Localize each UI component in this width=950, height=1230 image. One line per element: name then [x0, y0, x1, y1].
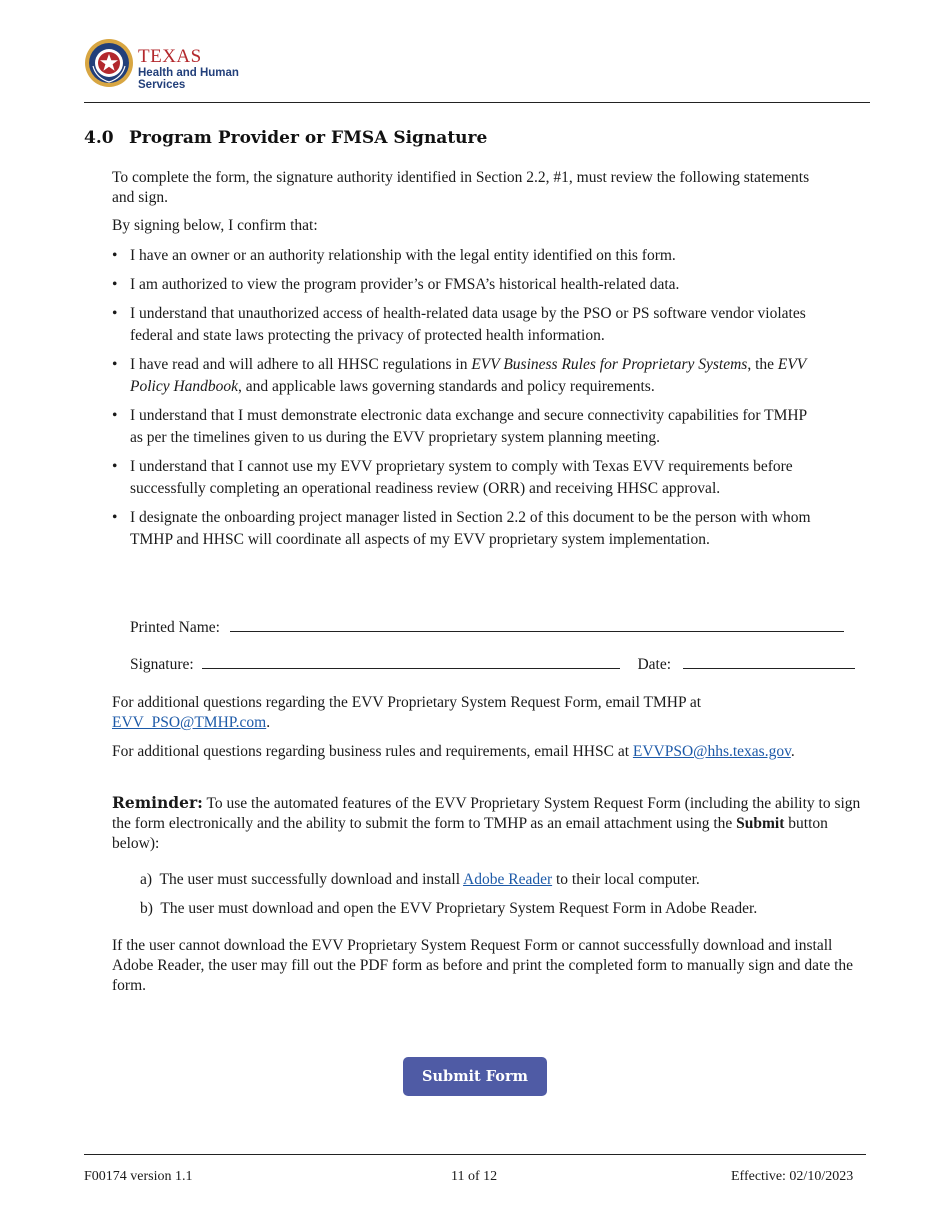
handbook-title: EVV Business Rules for Proprietary Systems — [471, 356, 748, 373]
list-item: • I designate the onboarding project manager listed in Section 2.2 of this document to be the person with whom TMHP and HHSC will coordinate all aspects of my EVV proprietary system implementation. — [112, 509, 811, 548]
adobe-reader-link[interactable]: Adobe Reader — [463, 871, 553, 888]
printed-name-label: Printed Name: — [130, 619, 220, 636]
texas-hhs-logo — [84, 38, 274, 90]
list-item: b) The user must download and open the EVV Proprietary System Request Form in Adobe Reader. — [140, 900, 758, 917]
signature-label: Signature: — [130, 656, 194, 673]
logo-subtitle: Health and Human Services — [138, 67, 239, 91]
printed-name-row — [130, 617, 844, 638]
list-item: a) The user must successfully download and install Adobe Reader to their local computer. — [140, 871, 700, 888]
footer-page-number: 11 of 12 — [451, 1169, 498, 1184]
footer-effective-date: Effective: 02/10/2023 — [731, 1169, 854, 1184]
list-item: • I understand that I must demonstrate electronic data exchange and secure connectivity capabilities for TMHP as per the timelines given to us during the EVV proprietary system planning meeting. — [112, 407, 807, 446]
hhsc-contact: For additional questions regarding business rules and requirements, email HHSC at EVVPSO@hhs.texas.gov. — [112, 743, 795, 760]
section-title: Program Provider or FMSA Signature — [129, 128, 488, 148]
logo-wordmark: TEXAS — [138, 46, 202, 67]
list-item: • I understand that I cannot use my EVV proprietary system to comply with Texas EVV requirements before successfully completing an operational readiness review (ORR) and receiving HHSC approval. — [112, 458, 793, 497]
signature-field[interactable] — [202, 654, 620, 669]
intro-paragraph: To complete the form, the signature authority identified in Section 2.2, #1, must review the following statements and sign. — [112, 169, 810, 206]
submit-form-button[interactable]: Submit Form — [403, 1057, 547, 1096]
list-item: • I have an owner or an authority relationship with the legal entity identified on this form. — [112, 247, 676, 264]
printed-name-field[interactable] — [230, 617, 844, 632]
date-label: Date: — [637, 656, 672, 673]
list-item: • I understand that unauthorized access of health-related data usage by the PSO or PS software vendor violates federal and state laws protecting the privacy of protected health information. — [112, 305, 806, 344]
fallback-paragraph: If the user cannot download the EVV Proprietary System Request Form or cannot successfully download and install Adobe Reader, the user may fill out the PDF form as before and print the completed form to manually sign and date the form. — [112, 937, 854, 994]
date-field[interactable] — [683, 654, 855, 669]
submit-ref: Submit — [736, 815, 785, 832]
header-divider — [84, 102, 870, 103]
section-number: 4.0 — [84, 128, 114, 148]
reminder-label: Reminder: — [112, 793, 203, 812]
tmhp-contact: For additional questions regarding the EVV Proprietary System Request Form, email TMHP at EVV_PSO@TMHP.com. — [112, 694, 702, 731]
reminder-paragraph: Reminder: To use the automated features of the EVV Proprietary System Request Form (including the ability to sign the form electronically and the ability to submit the form to TMHP as an email attachment using the Submit button below): — [112, 793, 861, 852]
texas-seal-icon — [84, 38, 134, 88]
footer-form-id: F00174 version 1.1 — [84, 1169, 193, 1184]
handbook-title: EVV Policy Handbook — [130, 356, 806, 395]
hhsc-email-link[interactable]: EVVPSO@hhs.texas.gov — [632, 743, 791, 760]
list-item: • I have read and will adhere to all HHSC regulations in EVV Business Rules for Proprietary Systems, the EVV Policy Handbook, and applicable laws governing standards and policy requirements. — [112, 356, 806, 395]
confirm-lead: By signing below, I confirm that: — [112, 217, 318, 234]
tmhp-email-link[interactable]: EVV_PSO@TMHP.com — [112, 714, 267, 731]
signature-row — [130, 654, 855, 675]
footer-divider — [84, 1154, 866, 1155]
list-item: • I am authorized to view the program provider’s or FMSA’s historical health-related data. — [112, 276, 680, 293]
confirmation-list — [112, 245, 812, 558]
